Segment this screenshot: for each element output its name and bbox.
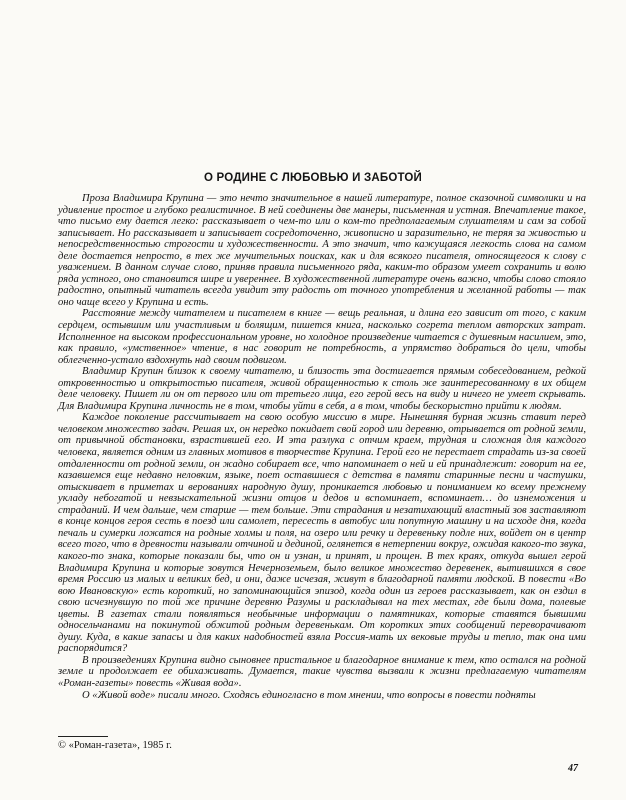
paragraph: Расстояние между читателем и писателем в книге — вещь реальная, и длина его зависит от того, с каким сердцем, остывшим или участливым и болящим, пишется книга, насколько согрета теплом авторских затрат. Исполненное на высоком профессиональном уровне, но холодное произведение читается с душевным насилием, это, как правило, «умственное» чтение, в нас говорит не потребность, а упрямство добраться до цели, чтобы облегченно-устало вздохнуть над своим подвигом.: [58, 308, 586, 366]
article-title: О РОДИНЕ С ЛЮБОВЬЮ И ЗАБОТОЙ: [203, 172, 423, 184]
paragraph: Проза Владимира Крупина — это нечто значительное в нашей литературе, полное сказочной символики и на удивление простое и глубоко реалистичное. В ней соединены две манеры, письменная и устная. Впечатление такое, что письмо ему дается легко: рассказывает о чем-то или о ком-то предполагаемым слушателям и сам за собой записывает. Но рассказывает и записывает сосредоточенно, живописно и заразительно, не теряя за живостью и непосредственностью строгости и художественности. А это значит, что кажущаяся легкость слова на самом деле достается непросто, в тех же мучительных поисках, как и для всякого писателя, относящегося к слову с уважением. В данном случае слово, приняв правила письменного ряда, каким-то образом умеет сохранить и волю ряда устного, оно становится шире и увереннее. В художественной литературе очень важно, чтобы слово стояло радостно, опытный читатель всегда увидит эту радость от точного употребления и желанной работы — так оно чаще всего у Крупина и есть.: [58, 193, 586, 308]
article-body: [58, 193, 586, 701]
page-number: 47: [568, 763, 578, 774]
footnote-divider: [58, 736, 108, 737]
paragraph: В произведениях Крупина видно сыновнее пристальное и благодарное внимание к тем, кто остался на родной земле и продолжает ее обихаживать. Думается, такие чувства вызвали к жизни предлагаемую читателям «Роман-газеты» повесть «Живая вода».: [58, 654, 586, 689]
copyright-footnote: © «Роман-газета», 1985 г.: [58, 740, 172, 751]
paragraph: О «Живой воде» писали много. Сходясь единогласно в том мнении, что вопросы в повести подняты: [82, 689, 536, 701]
paragraph: Каждое поколение рассчитывает на свою особую миссию в мире. Нынешняя бурная жизнь ставит перед человеком множество задач. Решая их, он нередко покидает свой город или деревню, отрывается от родной земли, от привычной обстановки, взрастившей его. И эта разлука с отчим краем, трудная и сложная для каждого человека, является одним из главных мотивов в творчестве Крупина. Герой его не перестает страдать из-за своей отдаленности от родной земли, он жадно собирает все, что напоминает о ней и ей принадлежит: говорит на ее, казавшемся еще недавно неловким, языке, поет оставшиеся с детства в памяти старинные песни и частушки, отыскивает в приметах и верованиях народную душу, проникается любовью и пониманием ко всему прежнему укладу небогатой и невзыскательной жизни отцов и дедов и вспоминает, вспоминает… до изнеможения и страданий. И чем дальше, чем старше — тем больше. Эти страдания и незатихающий властный зов заставляют в конце концов героя сесть в поезд или самолет, пересесть в автобус или попутную машину и на исходе дня, когда печаль и сумерки ложатся на родные холмы и поля, на озеро или речку и деревеньку подле них, войдет он в центр всего того, что в древности называли отчиной и дединой, оглянется в нетерпении вокруг, ожидая какого-то звука, какого-то знака, которые показали бы, что он и узнан, и принят, и прощен. В тех краях, откуда вышел герой Владимира Крупина и которые зовутся Нечерноземьем, было великое множество деревенек, вытившихся в свое время Россию из малых и великих бед, и они, даже исчезая, живут в благодарной памяти людской. В повести «Во вою Ивановскую» есть короткий, но запоминающийся эпизод, когда один из героев рассказывает, как он ездил в свою исчезнувшую по той же причине деревню Разумы и раскладывал на тех местах, где были дома, полевые цветы. В газетах стали появляться необычные информации о памятниках, которые ставятся бывшими односельчанами на покинутой обжитой родным деревенькам. От коротких этих сообщений переворачивают душу. Куда, в какие запасы и для каких надобностей взяла Россия-мать их вековые труды и тепло, так она ими распорядится?: [58, 412, 586, 655]
paragraph: Владимир Крупин близок к своему читателю, и близость эта достигается прямым собеседованием, редкой откровенностью и открытостью писателя, живой обращенностью к столь же заинтересованному в их общем деле человеку. Пишет ли он от первого или от третьего лица, его герой весь на виду и ничего не умеет скрывать. Для Владимира Крупина личность не в том, чтобы уйти в себя, а в том, чтобы бескорыстно прийти к людям.: [58, 366, 586, 412]
